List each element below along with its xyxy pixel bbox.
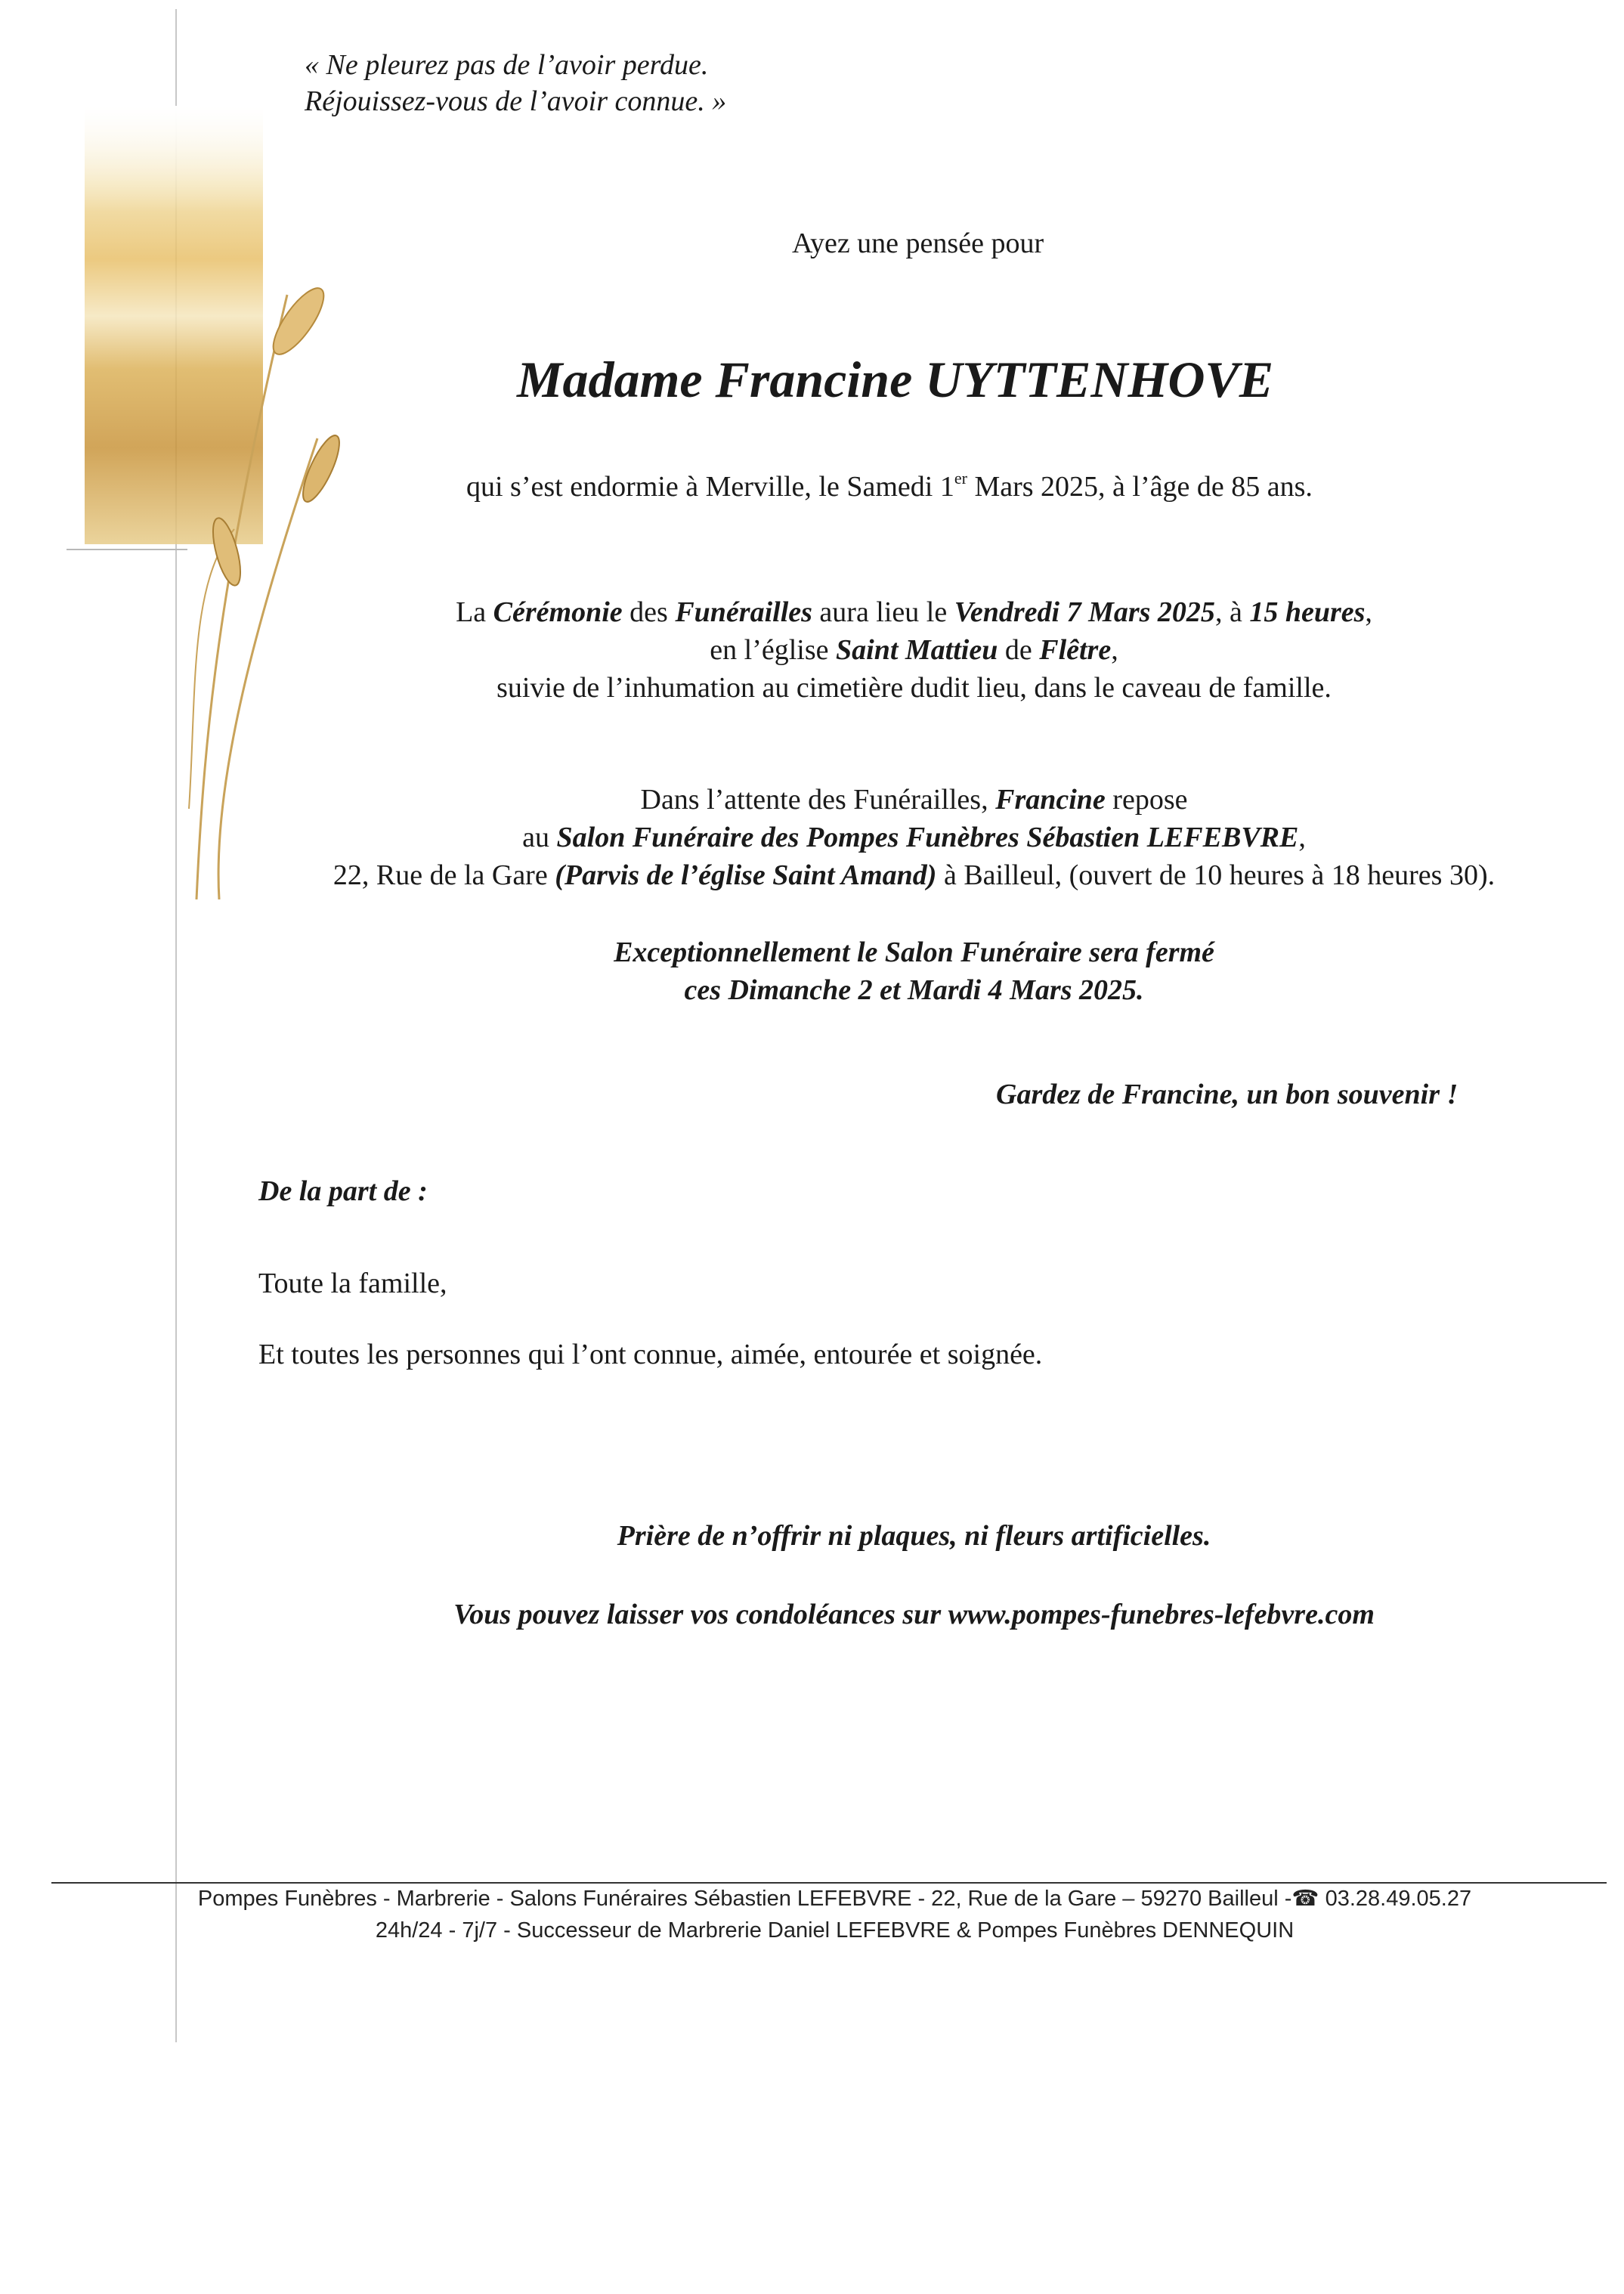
wheat-field-sky: [85, 106, 263, 212]
ceremony-date: Vendredi 7 Mars 2025: [954, 596, 1215, 628]
rest-line-3: [0, 857, 1624, 893]
rest-line-1: [0, 782, 1624, 818]
footer-phone: 03.28.49.05.27: [1319, 1887, 1472, 1911]
from-family: Toute la famille,: [258, 1268, 447, 1299]
ceremony-text: , à: [1214, 596, 1250, 628]
ceremony-keyword: Cérémonie: [493, 596, 623, 628]
rest-line-2: [0, 819, 1624, 856]
rest-text: ,: [1298, 822, 1306, 853]
funeral-keyword: Funérailles: [675, 596, 812, 628]
address-text: 22, Rue de la Gare: [333, 859, 555, 891]
telephone-icon: ☎: [1291, 1887, 1319, 1911]
footer-divider: [51, 1882, 1607, 1884]
flowers-request: Prière de n’offrir ni plaques, ni fleurs artificielles.: [617, 1520, 1211, 1552]
first-name: Francine: [995, 784, 1106, 816]
opening-hours: à Bailleul, (ouvert de 10 heures à 18 heures 30).: [936, 859, 1496, 891]
ceremony-text: ,: [1111, 634, 1118, 666]
address-landmark: (Parvis de l’église Saint Amand): [555, 859, 937, 891]
intro-text: Ayez une pensée pour: [792, 228, 1044, 259]
ceremony-line-3: suivie de l’inhumation au cimetière dudit lieu, dans le caveau de famille.: [496, 672, 1332, 704]
from-heading: De la part de :: [258, 1175, 428, 1207]
rest-text: repose: [1105, 784, 1188, 816]
ceremony-time: 15 heures: [1249, 596, 1366, 628]
souvenir-text: Gardez de Francine, un bon souvenir !: [996, 1079, 1459, 1110]
church-town: Flêtre: [1039, 634, 1112, 666]
quote-line-2: Réjouissez-vous de l’avoir connue. »: [305, 85, 727, 117]
quote-line-1: « Ne pleurez pas de l’avoir perdue.: [305, 49, 709, 81]
closure-line-1: Exceptionnellement le Salon Funéraire sera fermé: [614, 936, 1214, 968]
from-others: Et toutes les personnes qui l’ont connue, aimée, entourée et soignée.: [258, 1339, 1043, 1370]
rest-text: Dans l’attente des Funérailles,: [640, 784, 996, 816]
footer-company-address: Pompes Funèbres - Marbrerie - Salons Funéraires Sébastien LEFEBVRE - 22, Rue de la Gare – 59270 Bailleul -: [197, 1887, 1292, 1911]
ceremony-text: ,: [1365, 596, 1372, 628]
ceremony-text: La: [456, 596, 493, 628]
ceremony-text: de: [998, 634, 1040, 666]
footer-line-2: 24h/24 - 7j/7 - Successeur de Marbrerie Daniel LEFEBVRE & Pompes Funèbres DENNEQUIN: [375, 1918, 1295, 1943]
footer-line-1: [0, 1885, 1624, 1912]
ceremony-line-1: [0, 594, 1624, 630]
church-name: Saint Mattieu: [836, 634, 998, 666]
ceremony-text: en l’église: [710, 634, 836, 666]
ceremony-text: des: [622, 596, 676, 628]
ceremony-line-2: [0, 632, 1624, 668]
deceased-name: Madame Francine UYTTENHOVE: [517, 351, 1274, 408]
funeral-home-name: Salon Funéraire des Pompes Funèbres Sébastien LEFEBVRE: [556, 822, 1299, 853]
decorative-horizontal-line: [67, 549, 187, 550]
death-notice: [466, 469, 1313, 505]
death-notice-sup: er: [954, 469, 967, 488]
death-notice-text-2: Mars 2025, à l’âge de 85 ans.: [967, 471, 1313, 503]
rest-text: au: [522, 822, 557, 853]
closure-line-2: ces Dimanche 2 et Mardi 4 Mars 2025.: [684, 974, 1144, 1006]
condolences-text: Vous pouvez laisser vos condoléances sur www.pompes-funebres-lefebvre.com: [453, 1599, 1375, 1630]
death-notice-text-1: qui s’est endormie à Merville, le Samedi 1: [466, 471, 954, 503]
ceremony-text: aura lieu le: [812, 596, 954, 628]
